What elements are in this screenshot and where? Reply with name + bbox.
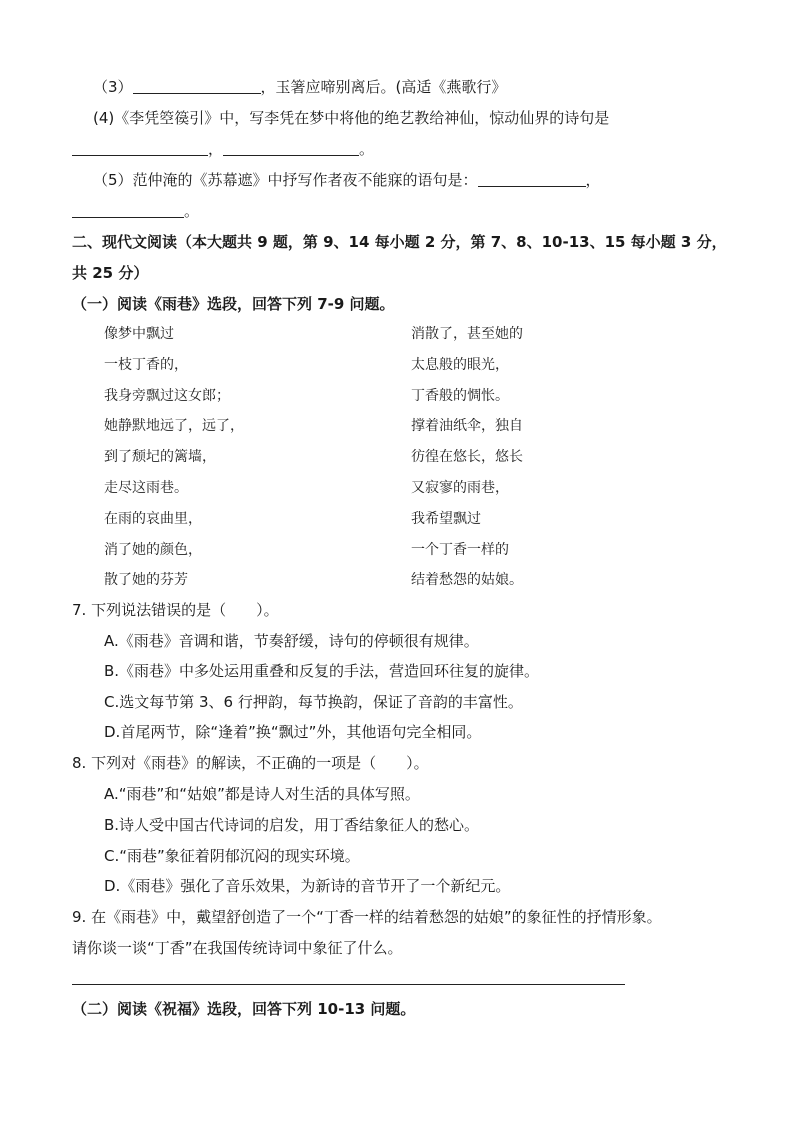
- option-a: A.“雨巷”和“姑娘”都是诗人对生活的具体写照。: [104, 785, 420, 803]
- poem-line: 像梦中飘过: [104, 326, 174, 342]
- question-3-number: （3）: [93, 78, 133, 96]
- question-4: (4)《李凭箜篌引》中，写李凭在梦中将他的绝艺教给神仙，惊动仙界的诗句是: [93, 109, 610, 127]
- answer-line[interactable]: [72, 984, 625, 985]
- option-c: C.选文每节第 3、6 行押韵，每节换韵，保证了音韵的丰富性。: [104, 693, 523, 711]
- poem-line: 太息般的眼光，: [411, 357, 509, 373]
- poem-line: 结着愁怨的姑娘。: [411, 572, 523, 588]
- poem-line: 撑着油纸伞，独自: [411, 418, 523, 434]
- question-5: [93, 170, 601, 190]
- question-5-answer: [72, 201, 199, 221]
- answer-blank[interactable]: [72, 140, 208, 156]
- separator: ，: [208, 140, 224, 158]
- question-8-stem: 8. 下列对《雨巷》的解读，不正确的一项是（ ）。: [72, 754, 429, 772]
- answer-blank[interactable]: [72, 202, 184, 218]
- poem-line: 一个丁香一样的: [411, 542, 509, 558]
- option-b: B.诗人受中国古代诗词的启发，用丁香结象征人的愁心。: [104, 816, 480, 834]
- poem-line: 我希望飘过: [411, 511, 481, 527]
- option-b: B.《雨巷》中多处运用重叠和反复的手法，营造回环往复的旋律。: [104, 662, 540, 680]
- poem-line: 消散了，甚至她的: [411, 326, 523, 342]
- poem-line: 她静默地远了，远了，: [104, 418, 244, 434]
- question-3: [93, 77, 506, 97]
- poem-line: 到了颓圮的篱墙，: [104, 449, 216, 465]
- question-9-stem-cont: 请你谈一谈“丁香”在我国传统诗词中象征了什么。: [72, 939, 403, 957]
- answer-blank[interactable]: [133, 78, 261, 94]
- poem-line: 彷徨在悠长，悠长: [411, 449, 523, 465]
- part-heading: （一）阅读《雨巷》选段，回答下列 7-9 问题。: [72, 295, 395, 313]
- poem-line: 丁香般的惆怅。: [411, 388, 509, 404]
- separator: ，: [585, 171, 601, 189]
- poem-line: 消了她的颜色，: [104, 542, 202, 558]
- poem-line: 一枝丁香的，: [104, 357, 188, 373]
- option-d: D.《雨巷》强化了音乐效果，为新诗的音节开了一个新纪元。: [104, 877, 511, 895]
- question-4-answer: [72, 139, 374, 159]
- question-7-stem: 7. 下列说法错误的是（ ）。: [72, 601, 279, 619]
- question-5-text: （5）范仲淹的《苏幕遮》中抒写作者夜不能寐的语句是：: [93, 171, 478, 189]
- option-d: D.首尾两节，除“逢着”换“飘过”外，其他语句完全相同。: [104, 723, 482, 741]
- period: 。: [184, 202, 200, 220]
- period: 。: [359, 140, 375, 158]
- section-heading: 二、现代文阅读（本大题共 9 题，第 9、14 每小题 2 分，第 7、8、10-13、15 每小题 3 分，: [72, 233, 727, 251]
- poem-line: 我身旁飘过这女郎；: [104, 388, 230, 404]
- option-a: A.《雨巷》音调和谐，节奏舒缓，诗句的停顿很有规律。: [104, 632, 479, 650]
- poem-line: 散了她的芬芳: [104, 572, 188, 588]
- answer-blank[interactable]: [478, 171, 586, 187]
- poem-line: 走尽这雨巷。: [104, 480, 188, 496]
- poem-line: 又寂寥的雨巷，: [411, 480, 509, 496]
- section-heading-cont: 共 25 分）: [72, 264, 149, 282]
- option-c: C.“雨巷”象征着阴郁沉闷的现实环境。: [104, 847, 360, 865]
- answer-blank[interactable]: [223, 140, 359, 156]
- question-3-text: ，玉箸应啼别离后。(高适《燕歌行》: [260, 78, 507, 96]
- part-heading: （二）阅读《祝福》选段，回答下列 10-13 问题。: [72, 1000, 416, 1018]
- question-9-stem: 9. 在《雨巷》中，戴望舒创造了一个“丁香一样的结着愁怨的姑娘”的象征性的抒情形象。: [72, 908, 662, 926]
- poem-line: 在雨的哀曲里，: [104, 511, 202, 527]
